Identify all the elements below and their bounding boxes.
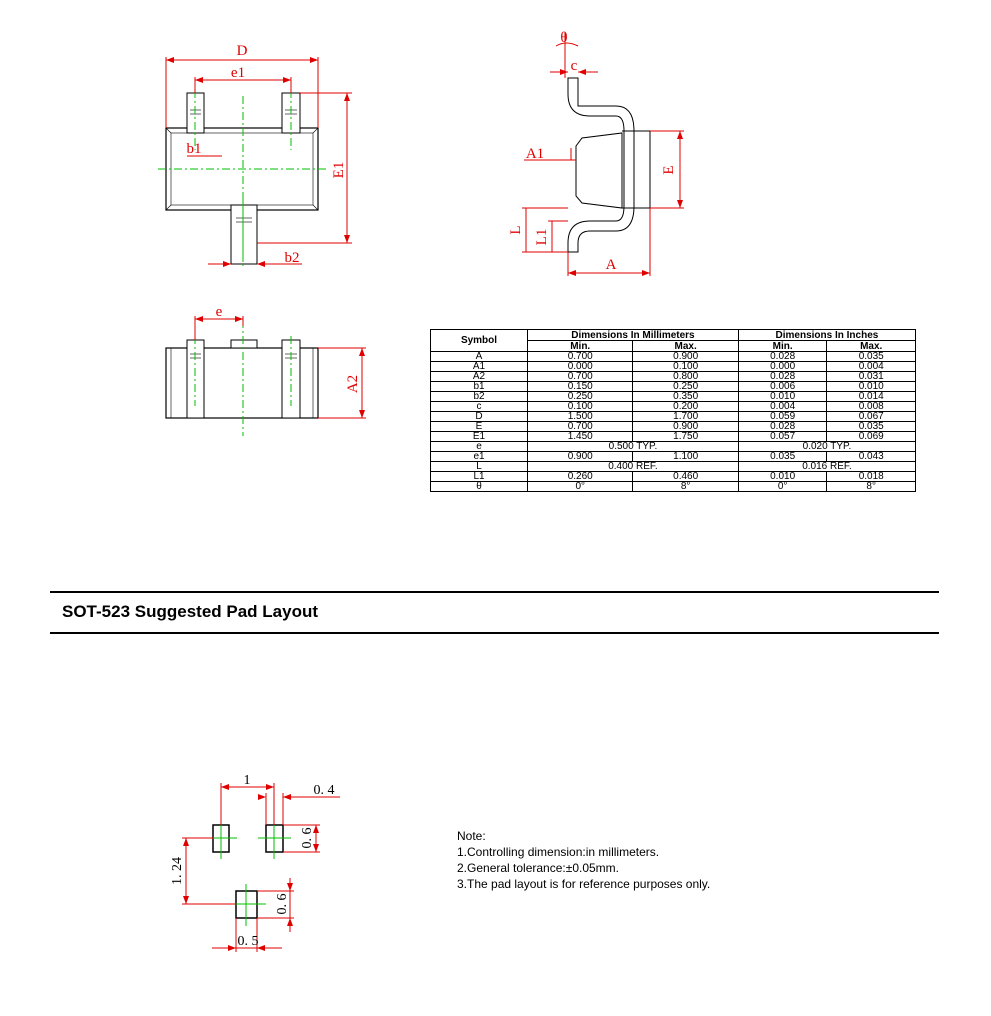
pad-label-pitch: 1 <box>243 773 251 788</box>
dimensions-table <box>430 329 916 492</box>
cell-symbol: b2 <box>431 392 528 402</box>
cell-in-min: 0° <box>738 482 827 492</box>
cell-in-max: 0.008 <box>827 402 916 412</box>
cell-mm-min: 0.250 <box>528 392 633 402</box>
cell-in-min: 0.006 <box>738 382 827 392</box>
label-b2: b2 <box>284 250 300 266</box>
inch-header: Dimensions In Inches <box>738 330 915 341</box>
cell-symbol: D <box>431 412 528 422</box>
label-c: c <box>570 58 578 74</box>
cell-mm-min: 0.260 <box>528 472 633 482</box>
cell-mm-max: 1.100 <box>633 452 738 462</box>
cell-mm-max: 0.100 <box>633 362 738 372</box>
table-row <box>431 452 916 462</box>
cell-mm-min: 0.900 <box>528 452 633 462</box>
cell-mm-min: 1.500 <box>528 412 633 422</box>
cell-symbol: θ <box>431 482 528 492</box>
cell-symbol: A <box>431 352 528 362</box>
note-line-1: 1.Controlling dimension:in millimeters. <box>457 845 660 859</box>
cell-symbol: e <box>431 442 528 452</box>
cell-mm-span: 0.400 REF. <box>528 462 739 472</box>
table-row <box>431 422 916 432</box>
note-line-2: 2.General tolerance:±0.05mm. <box>457 861 619 875</box>
cell-mm-min: 0.150 <box>528 382 633 392</box>
cell-in-min: 0.059 <box>738 412 827 422</box>
label-e1: e1 <box>230 65 246 81</box>
cell-mm-max: 0.350 <box>633 392 738 402</box>
in-max-header: Max. <box>827 341 916 352</box>
label-A2: A2 <box>345 374 361 394</box>
label-E1: E1 <box>331 161 347 179</box>
cell-mm-max: 0.800 <box>633 372 738 382</box>
cell-mm-min: 0.000 <box>528 362 633 372</box>
note-line-3: 3.The pad layout is for reference purposes only. <box>457 877 711 891</box>
cell-in-max: 0.043 <box>827 452 916 462</box>
label-theta: θ <box>560 30 568 46</box>
table-row <box>431 472 916 482</box>
mm-min-header: Min. <box>528 341 633 352</box>
cell-symbol: e1 <box>431 452 528 462</box>
cell-in-max: 0.014 <box>827 392 916 402</box>
cell-symbol: L <box>431 462 528 472</box>
cell-in-max: 0.018 <box>827 472 916 482</box>
mm-header: Dimensions In Millimeters <box>528 330 739 341</box>
cell-symbol: E1 <box>431 432 528 442</box>
divider-bottom <box>50 632 939 634</box>
label-L: L <box>508 225 524 235</box>
cell-in-max: 0.004 <box>827 362 916 372</box>
cell-mm-max: 1.700 <box>633 412 738 422</box>
cell-in-max: 8° <box>827 482 916 492</box>
cell-in-min: 0.010 <box>738 392 827 402</box>
pad-label-row-spacing: 1. 24 <box>170 857 185 885</box>
table-row <box>431 372 916 382</box>
cell-in-max: 0.035 <box>827 352 916 362</box>
table-row <box>431 412 916 422</box>
cell-in-span: 0.016 REF. <box>738 462 915 472</box>
pad-label-bottom-width: 0. 5 <box>237 934 259 949</box>
cell-symbol: L1 <box>431 472 528 482</box>
table-row <box>431 462 916 472</box>
cell-mm-max: 8° <box>633 482 738 492</box>
cell-mm-span: 0.500 TYP. <box>528 442 739 452</box>
cell-in-min: 0.028 <box>738 422 827 432</box>
notes <box>457 828 710 892</box>
cell-in-max: 0.031 <box>827 372 916 382</box>
front-view <box>166 304 366 436</box>
cell-in-max: 0.010 <box>827 382 916 392</box>
side-view <box>508 30 684 276</box>
divider-top <box>50 591 939 593</box>
cell-in-span: 0.020 TYP. <box>738 442 915 452</box>
pad-label-width: 0. 4 <box>313 783 335 798</box>
label-D: D <box>236 43 248 59</box>
cell-symbol: A2 <box>431 372 528 382</box>
cell-in-min: 0.010 <box>738 472 827 482</box>
cell-in-max: 0.069 <box>827 432 916 442</box>
cell-symbol: E <box>431 422 528 432</box>
cell-mm-max: 1.750 <box>633 432 738 442</box>
cell-in-min: 0.028 <box>738 372 827 382</box>
note-heading: Note: <box>457 829 486 843</box>
cell-mm-min: 1.450 <box>528 432 633 442</box>
pad-label-height-bottom: 0. 6 <box>275 893 290 915</box>
symbol-header: Symbol <box>431 330 528 352</box>
label-L1: L1 <box>534 228 550 246</box>
cell-mm-min: 0.700 <box>528 422 633 432</box>
table-row <box>431 482 916 492</box>
table-row <box>431 392 916 402</box>
table-row <box>431 352 916 362</box>
cell-mm-min: 0.700 <box>528 372 633 382</box>
mm-max-header: Max. <box>633 341 738 352</box>
label-e: e <box>215 304 223 320</box>
cell-mm-max: 0.200 <box>633 402 738 412</box>
pad-label-height-top: 0. 6 <box>300 827 315 849</box>
cell-in-min: 0.028 <box>738 352 827 362</box>
table-row <box>431 382 916 392</box>
cell-mm-min: 0° <box>528 482 633 492</box>
label-b1: b1 <box>186 141 202 157</box>
cell-symbol: b1 <box>431 382 528 392</box>
table-row <box>431 362 916 372</box>
cell-symbol: A1 <box>431 362 528 372</box>
cell-mm-min: 0.100 <box>528 402 633 412</box>
cell-mm-max: 0.900 <box>633 422 738 432</box>
cell-mm-max: 0.460 <box>633 472 738 482</box>
cell-mm-max: 0.900 <box>633 352 738 362</box>
pad-layout <box>170 773 340 952</box>
table-row <box>431 402 916 412</box>
label-A1: A1 <box>525 146 545 162</box>
in-min-header: Min. <box>738 341 827 352</box>
label-A: A <box>605 257 617 273</box>
top-view <box>158 43 352 267</box>
cell-in-max: 0.035 <box>827 422 916 432</box>
table-row <box>431 432 916 442</box>
cell-mm-max: 0.250 <box>633 382 738 392</box>
cell-in-min: 0.035 <box>738 452 827 462</box>
cell-in-min: 0.057 <box>738 432 827 442</box>
cell-mm-min: 0.700 <box>528 352 633 362</box>
table-row <box>431 442 916 452</box>
cell-symbol: c <box>431 402 528 412</box>
cell-in-min: 0.000 <box>738 362 827 372</box>
label-E: E <box>661 165 677 175</box>
cell-in-max: 0.067 <box>827 412 916 422</box>
cell-in-min: 0.004 <box>738 402 827 412</box>
section-title: SOT-523 Suggested Pad Layout <box>62 602 319 621</box>
